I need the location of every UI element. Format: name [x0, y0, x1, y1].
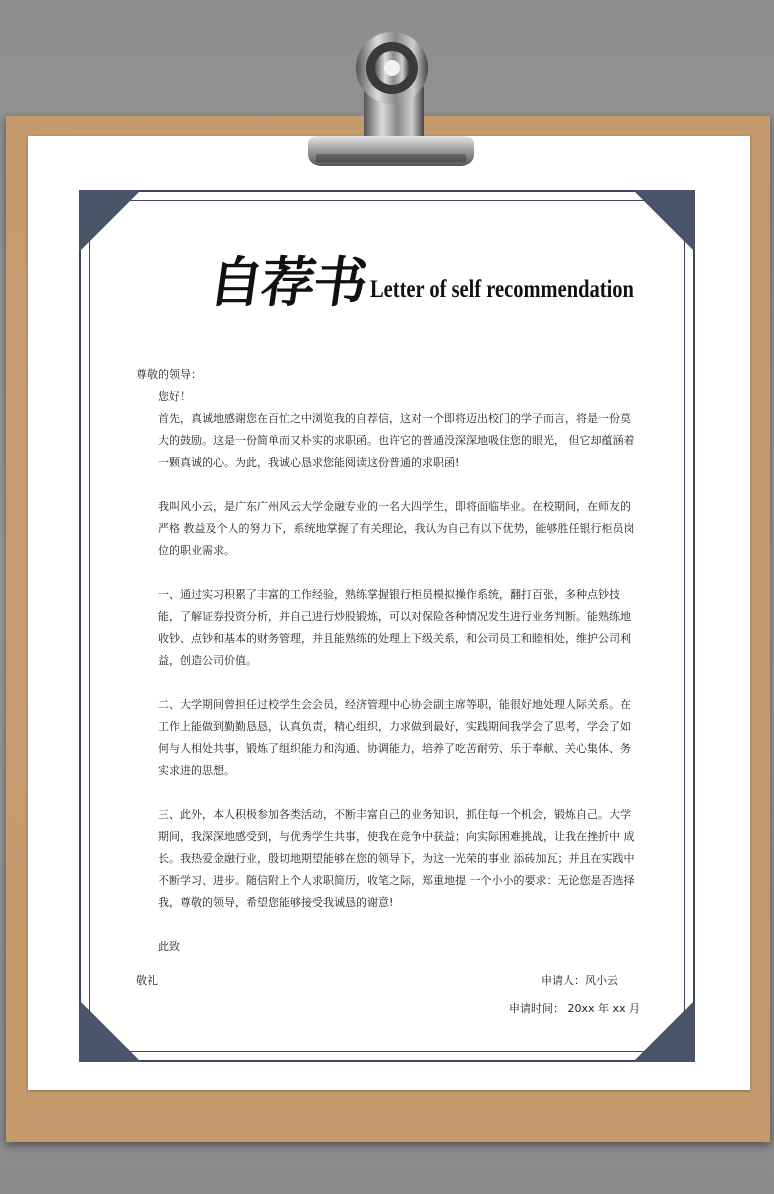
letter-body: [136, 364, 640, 1020]
paragraph-self-intro: 我叫风小云，是广东广州风云大学金融专业的一名大四学生，即将面临毕业。在校期间，在师友的严格 教益及个人的努力下，系统地掌握了有关理论，我认为自己有以下优势，能够胜任银行柜员岗位的职业需求。: [158, 500, 635, 557]
regards: 敬礼: [136, 974, 158, 987]
paragraph-point-1: 一、通过实习积累了丰富的工作经验，熟练掌握银行柜员模拟操作系统，翻打百张，多种点钞技能，了解证券投资分析，并自己进行炒股锻炼，可以对保险各种情况发生进行业务判断。能熟练地收钞、点钞和基本的财务管理，并且能熟练的处理上下级关系，和公司员工和睦相处，维护公司利益，创造公司价值。: [158, 588, 631, 667]
corner-ornament-bottom-right: [633, 1000, 695, 1062]
corner-ornament-top-left: [79, 190, 141, 252]
paragraph-intro: 首先，真诚地感谢您在百忙之中浏览我的自荐信，这对一个即将迈出校门的学子而言，将是一份莫大的鼓励。这是一份简单而又朴实的求职函。也许它的普通没深深地吸住您的眼光， 但它却蕴涵着一颗真诚的心。为此，我诚心恳求您能阅读这份普通的求职函!: [158, 412, 635, 469]
corner-ornament-bottom-left: [79, 1000, 141, 1062]
signature-row: [136, 970, 640, 992]
application-date: 申请时间： 20xx 年 xx 月: [508, 1002, 640, 1015]
corner-ornament-top-right: [633, 190, 695, 252]
closing: 此致: [158, 940, 180, 953]
applicant-name: 申请人：风小云: [541, 974, 618, 987]
paragraph-point-2: 二、大学期间曾担任过校学生会会员，经济管理中心协会副主席等职，能很好地处理人际关系。在工作上能做到勤勤恳恳，认真负责，精心组织，力求做到最好，实践期间我学会了思考，学会了如何与人相处共事，锻炼了组织能力和沟通、协调能力，培养了吃苦耐劳、乐于奉献、关心集体、务实求进的思想。: [158, 698, 631, 777]
title-chinese: 自荐书: [205, 250, 371, 314]
title-english: Letter of self recommendation: [370, 276, 634, 303]
binder-clip-icon: [306, 26, 476, 176]
paragraph-point-3: 三、此外，本人积极参加各类活动，不断丰富自己的业务知识，抓住每一个机会，锻炼自己。大学期间，我深深地感受到，与优秀学生共事，使我在竞争中获益；向实际困难挑战，让我在挫折中 成长。我热爱金融行业，殷切地期望能够在您的领导下，为这一光荣的事业 添砖加瓦；并且在实践中不断学习、进步。随信附上个人求职简历，收笔之际，郑重地提 一个小小的要求：无论您是否选择我，尊敬的领导，希望您能够接受我诚恳的谢意!: [158, 808, 635, 909]
greeting: 您好！: [158, 390, 191, 403]
salutation: 尊敬的领导：: [136, 368, 202, 381]
